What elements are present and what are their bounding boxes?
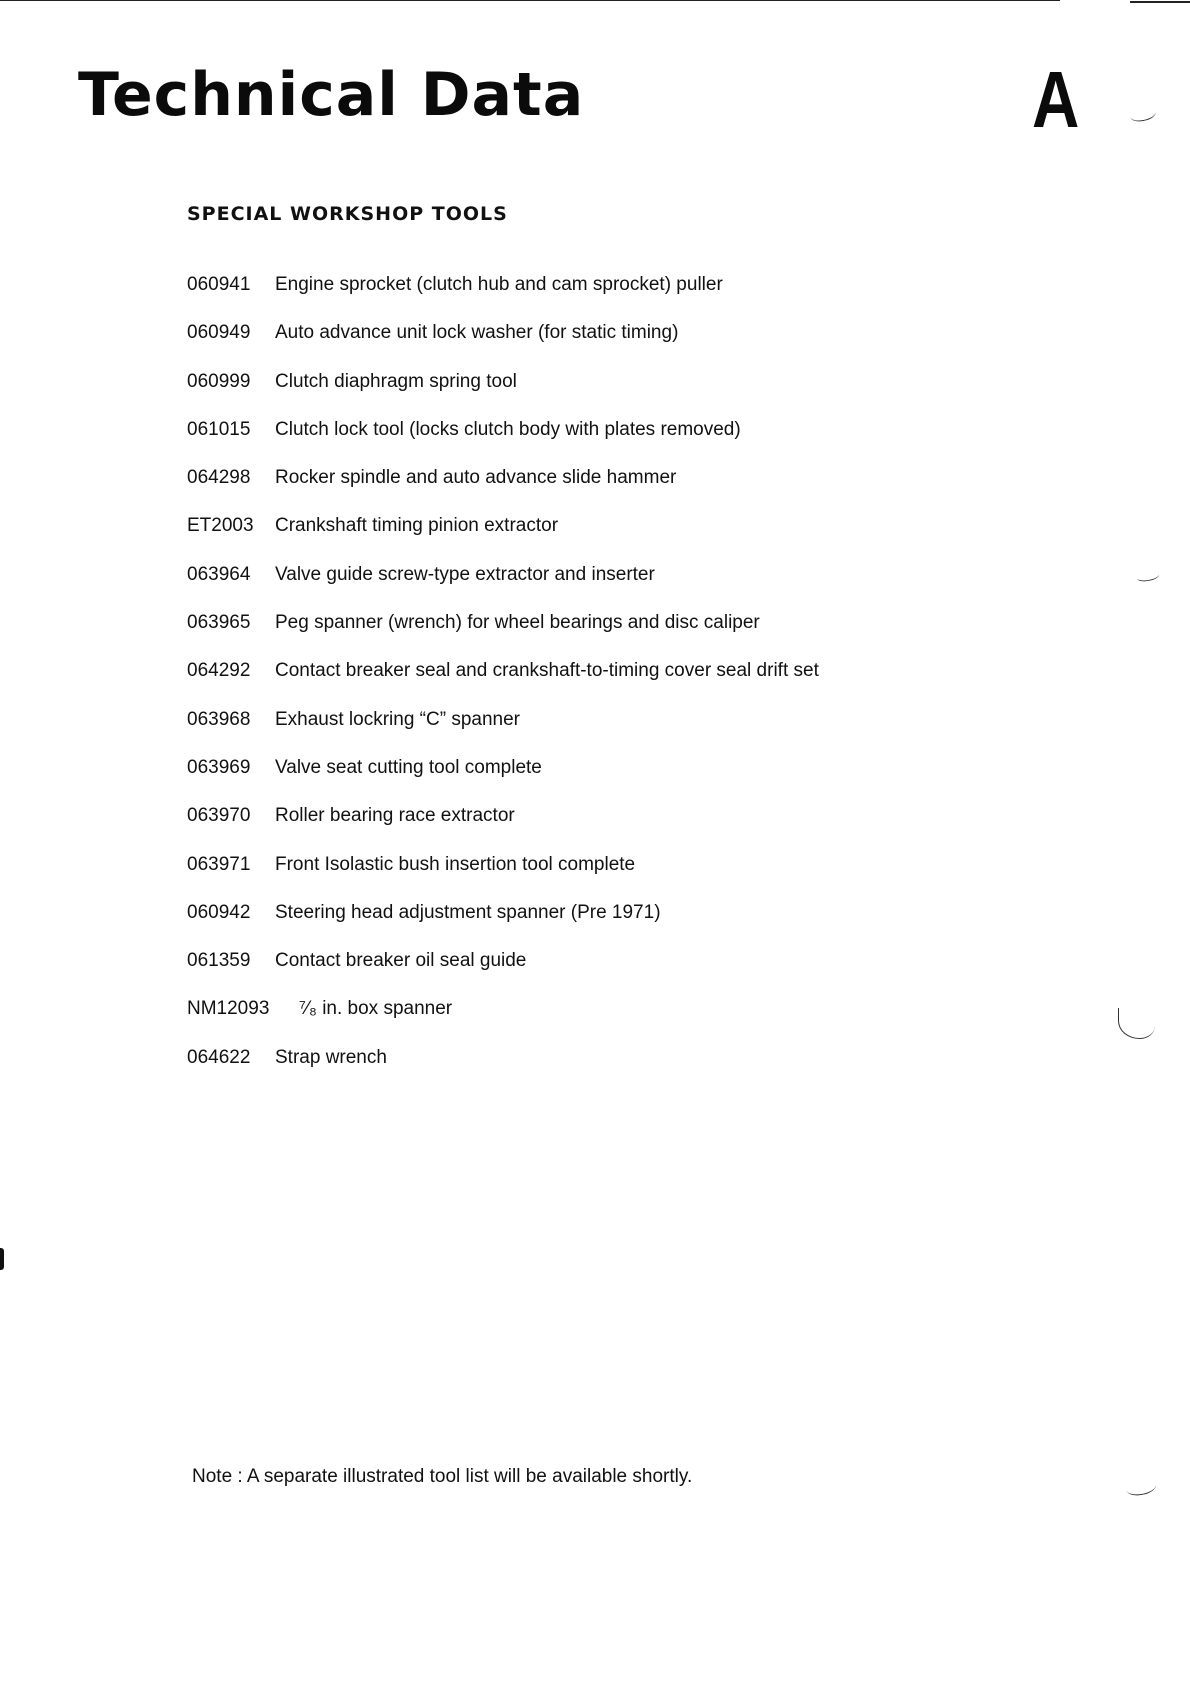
punch-hole-mark	[1118, 1008, 1155, 1039]
scan-blot	[0, 1248, 4, 1270]
tool-row	[187, 658, 819, 706]
page-title: Technical Data	[78, 60, 585, 130]
tool-description: Valve guide screw-type extractor and inserter	[275, 563, 655, 585]
tool-number: 063965	[187, 612, 251, 634]
tool-number: 063964	[187, 563, 251, 585]
tool-description: Steering head adjustment spanner (Pre 1971)	[275, 901, 661, 923]
tool-description: Contact breaker seal and crankshaft-to-timing cover seal drift set	[275, 660, 819, 682]
tool-description: Contact breaker oil seal guide	[275, 950, 527, 972]
tool-row	[187, 996, 819, 1044]
tool-number: 064298	[187, 467, 251, 489]
tool-description: Strap wrench	[275, 1046, 387, 1068]
tool-description: Roller bearing race extractor	[275, 805, 515, 827]
tool-row	[187, 1045, 819, 1093]
tool-number: 060949	[187, 322, 251, 344]
tool-row	[187, 755, 819, 803]
tool-description: Exhaust lockring “C” spanner	[275, 708, 520, 730]
top-rule-right	[1130, 1, 1190, 3]
tool-row	[187, 900, 819, 948]
tool-row	[187, 465, 819, 513]
tool-description: Front Isolastic bush insertion tool complete	[275, 853, 636, 875]
punch-hole-mark	[1136, 570, 1159, 583]
section-letter: A	[1032, 55, 1080, 144]
tool-number: 061359	[187, 950, 251, 972]
tool-number: 060942	[187, 901, 251, 923]
tool-description: Engine sprocket (clutch hub and cam sprocket) puller	[275, 274, 723, 295]
punch-hole-mark	[1129, 105, 1157, 123]
tool-number: 063969	[187, 756, 251, 778]
tool-row	[187, 803, 819, 851]
tool-row	[187, 948, 819, 996]
tool-number: 064292	[187, 660, 251, 682]
tool-description: Peg spanner (wrench) for wheel bearings and disc caliper	[275, 612, 760, 634]
tool-row	[187, 417, 819, 465]
tool-description: Rocker spindle and auto advance slide hammer	[275, 467, 677, 489]
tool-description: Clutch diaphragm spring tool	[275, 370, 517, 392]
tool-description: Crankshaft timing pinion extractor	[275, 515, 559, 537]
section-heading: SPECIAL WORKSHOP TOOLS	[187, 203, 508, 225]
tool-row	[187, 369, 819, 417]
tool-description: ⁷⁄₈ in. box spanner	[299, 998, 453, 1020]
tool-number: 060941	[187, 274, 251, 295]
tool-row	[187, 852, 819, 900]
top-rule	[0, 0, 1060, 1]
tool-number: 063971	[187, 853, 251, 875]
footer-note: Note : A separate illustrated tool list will be available shortly.	[192, 1466, 693, 1487]
tool-description: Auto advance unit lock washer (for static timing)	[275, 322, 679, 344]
tool-number: 061015	[187, 418, 251, 440]
tool-description: Clutch lock tool (locks clutch body with plates removed)	[275, 418, 741, 440]
tool-list	[187, 272, 819, 1093]
tool-number: 063968	[187, 708, 251, 730]
punch-hole-mark	[1125, 1478, 1157, 1498]
tool-row	[187, 562, 819, 610]
tool-row	[187, 272, 819, 320]
tool-row	[187, 707, 819, 755]
tool-row	[187, 320, 819, 368]
tool-number: NM12093	[187, 998, 270, 1020]
tool-row	[187, 513, 819, 561]
tool-number: 063970	[187, 805, 251, 827]
tool-number: ET2003	[187, 515, 254, 537]
tool-row	[187, 610, 819, 658]
tool-number: 060999	[187, 370, 251, 392]
tool-description: Valve seat cutting tool complete	[275, 756, 542, 778]
tool-number: 064622	[187, 1046, 251, 1068]
